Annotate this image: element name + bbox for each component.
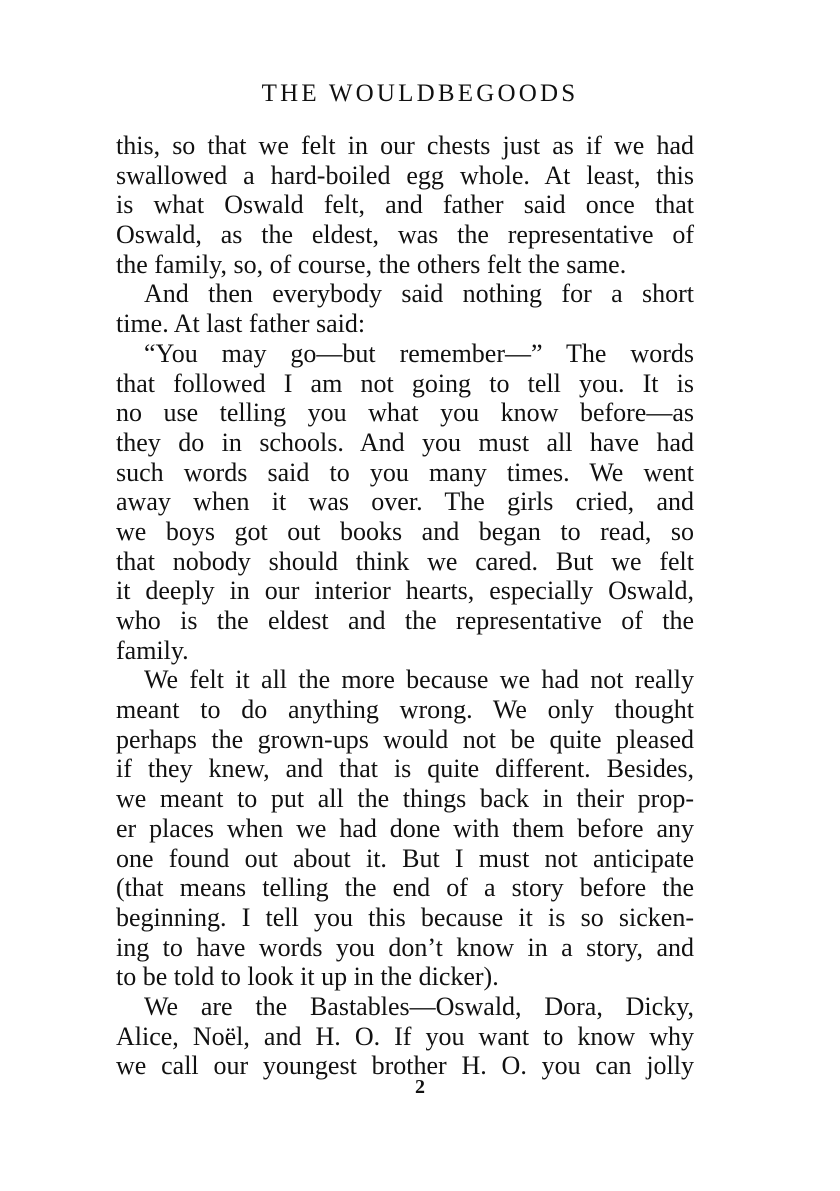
text-line: beginning. I tell you this because it is so sicken- — [116, 902, 694, 932]
text-line: family. — [116, 635, 189, 665]
text-line: it deeply in our interior hearts, especially Oswald, — [116, 576, 694, 606]
text-line: that nobody should think we cared. But we felt — [116, 546, 694, 576]
text-line: we boys got out books and began to read, so — [116, 516, 694, 546]
text-line: We are the Bastables—Oswald, Dora, Dicky, — [144, 991, 694, 1021]
text-line: they do in schools. And you must all have had — [116, 427, 694, 457]
body-text — [116, 131, 694, 1081]
text-line: one found out about it. But I must not anticipate — [116, 843, 694, 873]
running-title: THE WOULDBEGOODS — [261, 80, 579, 107]
text-line: We felt it all the more because we had not really — [144, 665, 694, 695]
text-line: er places when we had done with them before any — [116, 813, 694, 843]
text-line: perhaps the grown-ups would not be quite pleased — [116, 724, 694, 754]
text-line: this, so that we felt in our chests just as if we had — [116, 131, 694, 160]
text-line: who is the eldest and the representative of the — [116, 606, 694, 635]
text-line: swallowed a hard-boiled egg whole. At least, this — [116, 160, 694, 190]
text-line: ing to have words you don’t know in a story, and — [116, 932, 694, 962]
text-line: time. At last father said: — [116, 309, 366, 339]
text-line: And then everybody said nothing for a short — [144, 279, 694, 309]
text-line: to be told to look it up in the dicker). — [116, 962, 499, 992]
text-line: (that means telling the end of a story before the — [116, 873, 694, 903]
text-line: we meant to put all the things back in their prop- — [116, 784, 694, 814]
text-line: Oswald, as the eldest, was the representative of — [116, 220, 694, 250]
text-line: “You may go—but remember—” The words — [144, 338, 694, 368]
text-line: if they knew, and that is quite different. Besides, — [116, 754, 694, 784]
page-number: 2 — [415, 1076, 425, 1098]
text-line: is what Oswald felt, and father said once that — [116, 190, 694, 220]
text-line: away when it was over. The girls cried, and — [116, 487, 694, 517]
text-line: meant to do anything wrong. We only thought — [116, 695, 694, 725]
text-line: the family, so, of course, the others felt the same. — [116, 249, 627, 279]
text-line: no use telling you what you know before—as — [116, 398, 694, 428]
text-line: Alice, Noël, and H. O. If you want to know why — [116, 1021, 694, 1051]
text-line: we call our youngest brother H. O. you can jolly — [116, 1051, 694, 1081]
text-line: such words said to you many times. We went — [116, 457, 694, 487]
text-line: that followed I am not going to tell you. It is — [116, 368, 694, 398]
